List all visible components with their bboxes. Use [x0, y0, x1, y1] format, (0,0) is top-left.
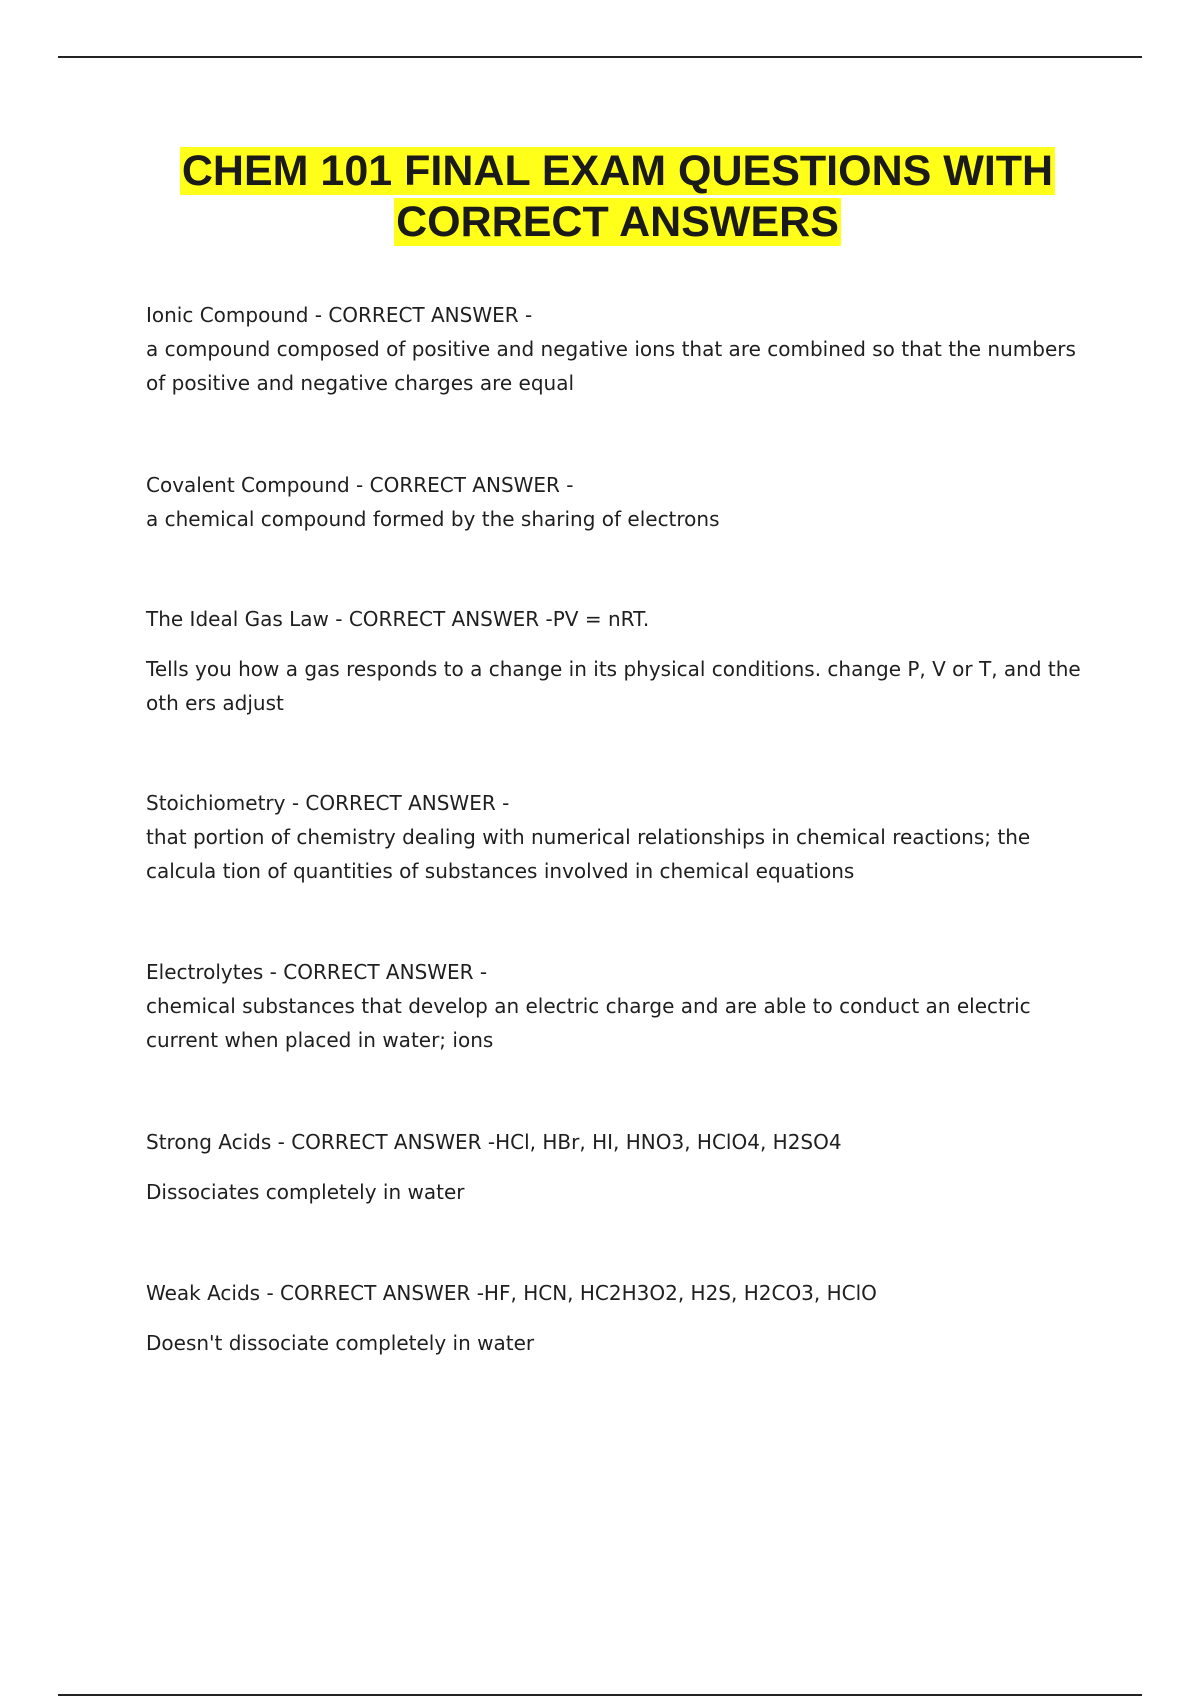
qa-term: Ionic Compound - CORRECT ANSWER -: [146, 303, 533, 327]
qa-term: The Ideal Gas Law - CORRECT ANSWER -PV = nRT.: [146, 607, 650, 631]
qa-item-strong-acids: [146, 1125, 1096, 1276]
qa-answer: Doesn't dissociate completely in water: [146, 1331, 535, 1355]
document-title: [0, 146, 1200, 248]
qa-answer: Tells you how a gas responds to a change in its physical conditions. change P, V or T, and the oth ers adjust: [146, 657, 1081, 715]
title-line-2: CORRECT ANSWERS: [396, 198, 839, 246]
qa-term: Covalent Compound - CORRECT ANSWER -: [146, 473, 574, 497]
qa-answer: a compound composed of positive and negative ions that are combined so that the numbers of positive and negative charges are equal: [146, 337, 1076, 395]
qa-list: [146, 298, 1096, 1376]
qa-item-stoichiometry: [146, 786, 1096, 955]
top-rule: [58, 56, 1142, 58]
qa-term: Strong Acids - CORRECT ANSWER -HCl, HBr, HI, HNO3, HClO4, H2SO4: [146, 1130, 842, 1154]
qa-answer: Dissociates completely in water: [146, 1180, 465, 1204]
qa-item-ionic-compound: [146, 298, 1096, 468]
qa-term: Electrolytes - CORRECT ANSWER -: [146, 960, 488, 984]
qa-answer: that portion of chemistry dealing with numerical relationships in chemical reactions; the calcula tion of quantities of substances involved in chemical equations: [146, 825, 1031, 883]
bottom-rule: [58, 1694, 1142, 1696]
qa-term: Weak Acids - CORRECT ANSWER -HF, HCN, HC2H3O2, H2S, H2CO3, HClO: [146, 1281, 877, 1305]
qa-answer: a chemical compound formed by the sharing of electrons: [146, 507, 720, 531]
qa-item-electrolytes: [146, 955, 1096, 1125]
qa-term: Stoichiometry - CORRECT ANSWER -: [146, 791, 510, 815]
qa-item-weak-acids: [146, 1276, 1096, 1376]
qa-item-covalent-compound: [146, 468, 1096, 602]
qa-answer: chemical substances that develop an electric charge and are able to conduct an electric current when placed in water; ions: [146, 994, 1031, 1052]
qa-item-ideal-gas-law: [146, 602, 1096, 786]
title-line-1: CHEM 101 FINAL EXAM QUESTIONS WITH: [181, 147, 1054, 195]
